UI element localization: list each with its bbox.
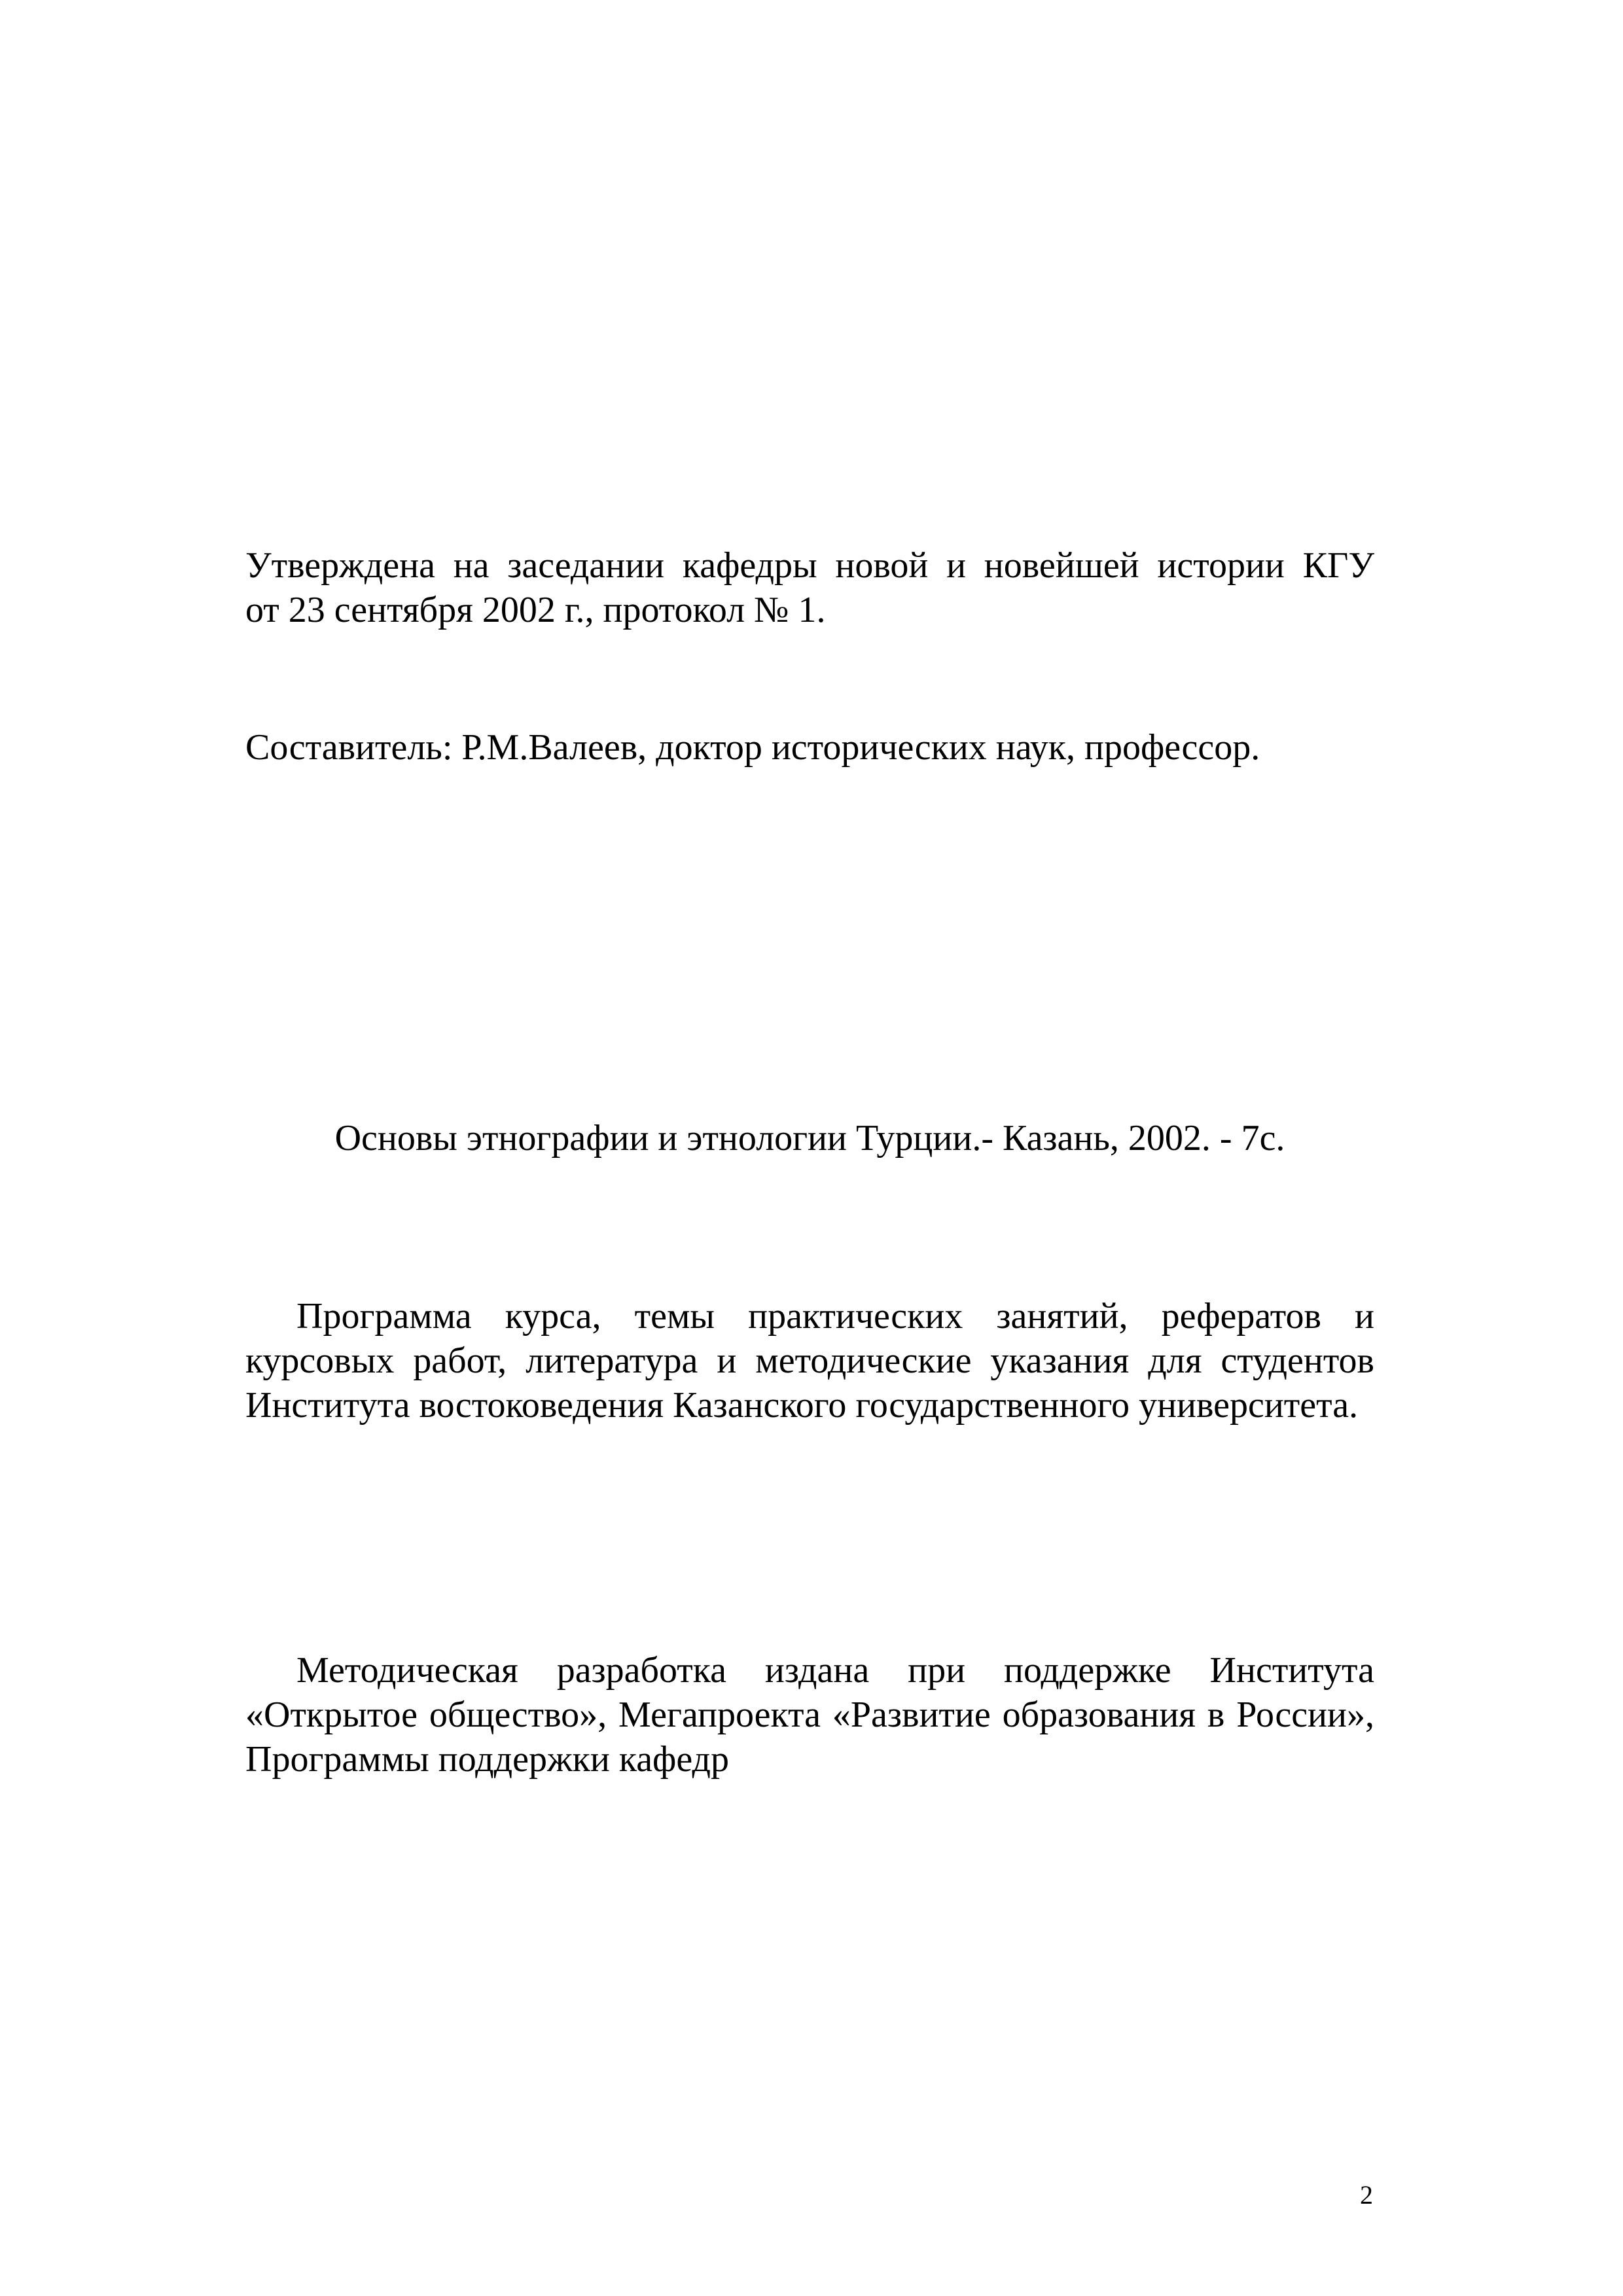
page-number: 2 bbox=[1360, 2180, 1373, 2210]
approval-line-1: Утверждена на заседании кафедры новой и новейшей истории КГУ bbox=[245, 545, 1374, 586]
approval-line-2: от 23 сентября 2002 г., протокол № 1. bbox=[245, 590, 826, 630]
program-description: Программа курса, темы практических занятий, рефератов и курсовых работ, литература и методические указания для студентов Института востоковедения Казанского государственного университета. bbox=[245, 1296, 1374, 1426]
approval-statement bbox=[245, 543, 1374, 632]
compiler-credit: Составитель: Р.М.Валеев, доктор исторических наук, профессор. bbox=[245, 727, 1260, 768]
bibliographic-title: Основы этнографии и этнологии Турции.- Казань, 2002. - 7с. bbox=[334, 1118, 1285, 1158]
support-note: Методическая разработка издана при поддержке Института «Открытое общество», Мегапроекта «Развитие образования в России», Программы поддержки кафедр bbox=[245, 1650, 1374, 1780]
